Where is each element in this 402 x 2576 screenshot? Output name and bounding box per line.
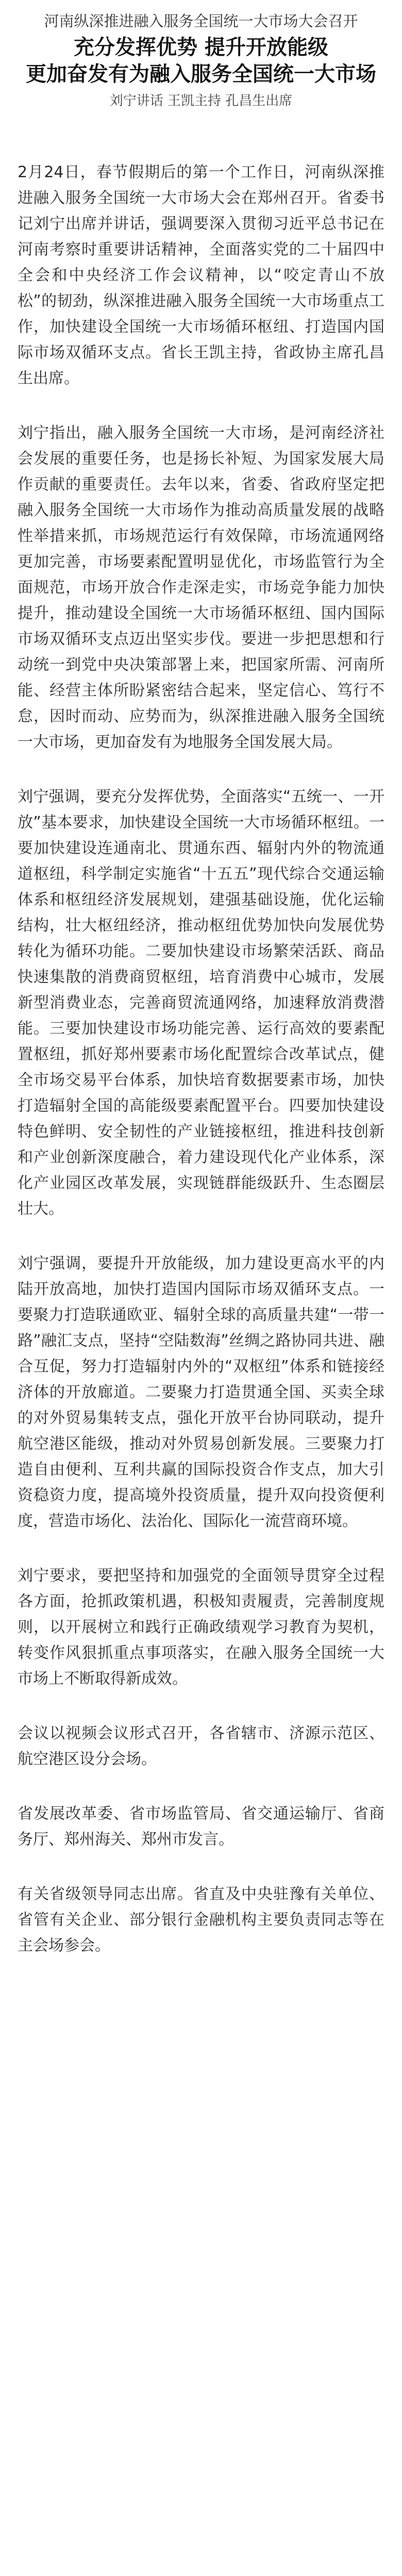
paragraph-1: 2月24日，春节假期后的第一个工作日，河南纵深推进融入服务全国统一大市场大会在郑州召开。省委书记刘宁出席并讲话，强调要深入贯彻习近平总书记在河南考察时重要讲话精神，全面落实党的二十届四中全会和中央经济工作会议精神，以“咬定青山不放松”的韧劲，纵深推进融入服务全国统一大市场重点工作，加快建设全国统一大市场循环枢纽、打造国内国际市场双循环支点。省长王凯主持，省政协主席孔昌生出席。 xyxy=(18,163,384,387)
article-body xyxy=(0,160,402,1959)
paragraph-2: 刘宁指出，融入服务全国统一大市场，是河南经济社会发展的重要任务，也是扬长补短、为国家发展大局作贡献的重要责任。去年以来，省委、省政府坚定把融入服务全国统一大市场作为推动高质量发展的战略性举措来抓，市场规范运行有效保障，市场流通网络更加完善，市场要素配置明显优化，市场监管行为全面规范，市场开放合作走深走实，市场竞争能力加快提升，推动建设全国统一大市场循环枢纽、国内国际市场双循环支点迈出坚实步伐。要进一步把思想和行动统一到党中央决策部署上来，把国家所需、河南所能、经营主体所盼紧密结合起来，坚定信心、笃行不怠，因时而动、应势而为，纵深推进融入服务全国统一大市场，更加奋发有为地服务全国发展大局。 xyxy=(18,424,384,751)
paragraph-3: 刘宁强调，要充分发挥优势，全面落实“五统一、一开放”基本要求，加快建设全国统一大市场循环枢纽。一要加快建设连通南北、贯通东西、辐射内外的物流通道枢纽，科学制定实施省“十五五”现代综合交通运输体系和枢纽经济发展规划，建强基础设施，优化运输结构，壮大枢纽经济，推动枢纽优势加快向发展优势转化为循环功能。二要加快建设市场繁荣活跃、商品快速集散的消费商贸枢纽，培育消费中心城市，发展新型消费业态，完善商贸流通网络，加速释放消费潜能。三要加快建设市场功能完善、运行高效的要素配置枢纽，抓好郑州要素市场化配置综合改革试点，健全市场交易平台体系，加快培育数据要素市场，加快打造辐射全国的高能级要素配置平台。四要加快建设特色鲜明、安全韧性的产业链接枢纽，推进科技创新和产业创新深度融合，着力建设现代化产业体系，深化产业园区改革发展，实现链群能级跃升、生态圈层壮大。 xyxy=(18,788,384,1218)
paragraph-6: 会议以视频会议形式召开，各省辖市、济源示范区、航空港区设分会场。 xyxy=(18,1724,384,1768)
headline-line-1: 充分发挥优势 提升开放能级 xyxy=(74,36,328,59)
paragraph-5: 刘宁要求，要把坚持和加强党的全面领导贯穿全过程各方面，抢抓政策机遇，积极知责履责，完善制度规则，以开展树立和践行正确政绩观学习教育为契机，转变作风狠抓重点事项落实，在融入服务全国统一大市场上不断取得新成效。 xyxy=(18,1567,384,1688)
paragraph-7: 省发展改革委、省市场监管局、省交通运输厅、省商务厅、郑州海关、郑州市发言。 xyxy=(18,1805,384,1849)
article-header xyxy=(0,10,402,111)
headline-line-2: 更加奋发有为融入服务全国统一大市场 xyxy=(26,62,376,86)
paragraph-4: 刘宁强调，要提升开放能级，加力建设更高水平的内陆开放高地，加快打造国内国际市场双循环支点。一要聚力打造联通欧亚、辐射全球的高质量共建“一带一路”融汇支点，坚持“空陆数海”丝绸之路协同共进、融合互促，努力打造辐射内外的“双枢纽”体系和链接经济体的开放廊道。二要聚力打造贯通全国、买卖全球的对外贸易集转支点，强化开放平台协同联动，提升航空港区能级，推动对外贸易创新发展。三要聚力打造自由便利、互利共赢的国际投资合作支点，加大引资稳资力度，提高境外投资质量，提升双向投资便利度，营造市场化、法治化、国际化一流营商环境。 xyxy=(18,1255,384,1530)
byline: 刘宁讲话 王凯主持 孔昌生出席 xyxy=(109,93,293,109)
paragraph-8: 有关省级领导同志出席。省直及中央驻豫有关单位、省管有关企业、部分银行金融机构主要负责同志等在主会场参会。 xyxy=(18,1885,384,1955)
pre-title: 河南纵深推进融入服务全国统一大市场大会召开 xyxy=(44,12,358,30)
